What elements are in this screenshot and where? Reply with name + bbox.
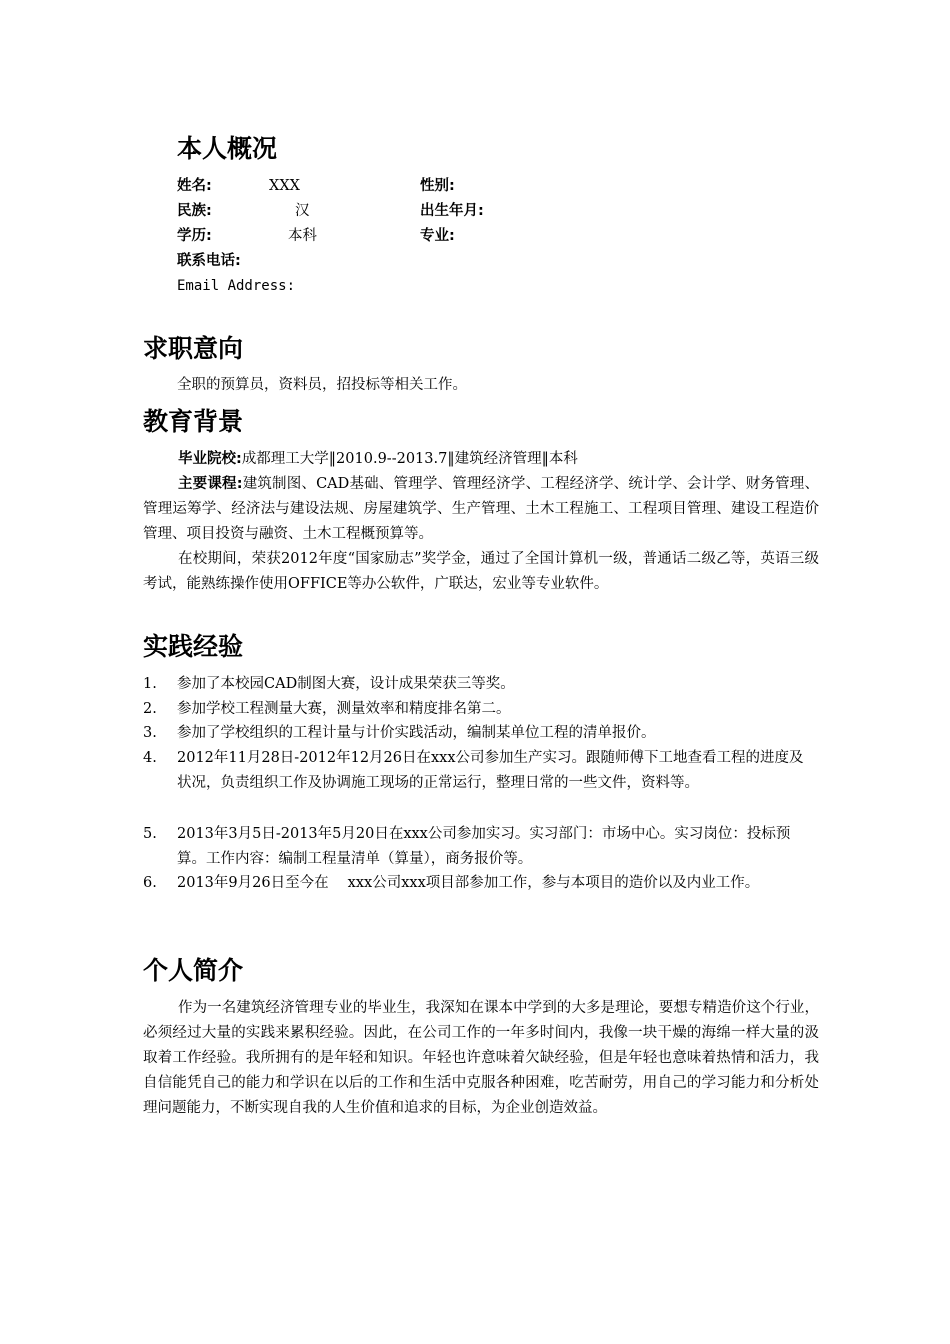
list-item-number: 4.: [143, 750, 157, 766]
list-item: 2012年11月28日-2012年12月26日在xxx公司参加生产实习。跟随师傅下工地查看工程的进度及状况，负责组织工作及协调施工现场的正常运行，整理日常的一些文件，资料等。: [177, 750, 804, 791]
name-label: 姓名:: [177, 178, 212, 194]
birth-label: 出生年月:: [420, 203, 484, 219]
objective-heading: 求职意向: [143, 334, 244, 363]
experience-heading: 实践经验: [143, 632, 244, 661]
list-item: 2013年9月26日至今在 xxx公司xxx项目部参加工作，参与本项目的造价以及内业工作。: [177, 875, 760, 891]
bio-heading: 个人简介: [143, 956, 244, 985]
objective-text: 全职的预算员，资料员，招投标等相关工作。: [177, 377, 467, 393]
bio-paragraph: 作为一名建筑经济管理专业的毕业生，我深知在课本中学到的大多是理论，要想专精造价这个行业，必须经过大量的实践来累积经验。因此，在公司工作的一年多时间内，我像一块干燥的海绵一样大量的汲取着工作经验。我所拥有的是年轻和知识。年轻也许意味着欠缺经验，但是年轻也意味着热情和活力，我自信能凭自己的能力和学识在以后的工作和生活中克服各种困难，吃苦耐劳，用自己的学习能力和分析处理问题能力，不断实现自我的人生价值和追求的目标，为企业创造效益。: [143, 1000, 819, 1116]
courses-text: 建筑制图、CAD基础、管理学、管理经济学、工程经济学、统计学、会计学、财务管理、管理运筹学、经济法与建设法规、房屋建筑学、生产管理、土木工程施工、工程项目管理、建设工程造价管理、项目投资与融资、土木工程概预算等。: [143, 476, 819, 542]
list-item-number: 1.: [143, 676, 157, 692]
school-label: 毕业院校:: [178, 451, 242, 467]
list-item: 2013年3月5日-2013年5月20日在xxx公司参加实习。实习部门：市场中心。实习岗位：投标预算。工作内容：编制工程量清单（算量），商务报价等。: [177, 826, 791, 867]
courses-label: 主要课程:: [178, 476, 243, 492]
education-value: 本科: [288, 228, 317, 244]
courses-paragraph: [143, 472, 819, 547]
gender-label: 性别:: [420, 178, 455, 194]
honors-paragraph: 在校期间，荣获2012年度“国家励志”奖学金，通过了全国计算机一级，普通话二级乙等，英语三级考试，能熟练操作使用OFFICE等办公软件，广联达，宏业等专业软件。: [143, 551, 819, 592]
major-label: 专业:: [420, 228, 455, 244]
list-item: 参加了本校园CAD制图大赛，设计成果荣获三等奖。: [177, 676, 515, 692]
list-item-number: 2.: [143, 701, 157, 717]
name-value: XXX: [269, 178, 300, 194]
ethnicity-value: 汉: [295, 203, 310, 219]
list-item-number: 6.: [143, 875, 157, 891]
profile-heading: 本人概况: [177, 134, 278, 163]
ethnicity-label: 民族:: [177, 203, 212, 219]
list-item-number: 3.: [143, 725, 157, 741]
education-heading: 教育背景: [143, 407, 244, 436]
school-line: [143, 447, 819, 472]
list-item-number: 5.: [143, 826, 157, 842]
list-item: 参加学校工程测量大赛，测量效率和精度排名第二。: [177, 701, 511, 717]
education-label: 学历:: [177, 228, 212, 244]
email-label: Email Address:: [177, 278, 296, 294]
phone-label: 联系电话:: [177, 253, 241, 269]
school-text: 成都理工大学‖2010.9--2013.7‖建筑经济管理‖本科: [241, 451, 578, 467]
list-item: 参加了学校组织的工程计量与计价实践活动，编制某单位工程的清单报价。: [177, 725, 656, 741]
